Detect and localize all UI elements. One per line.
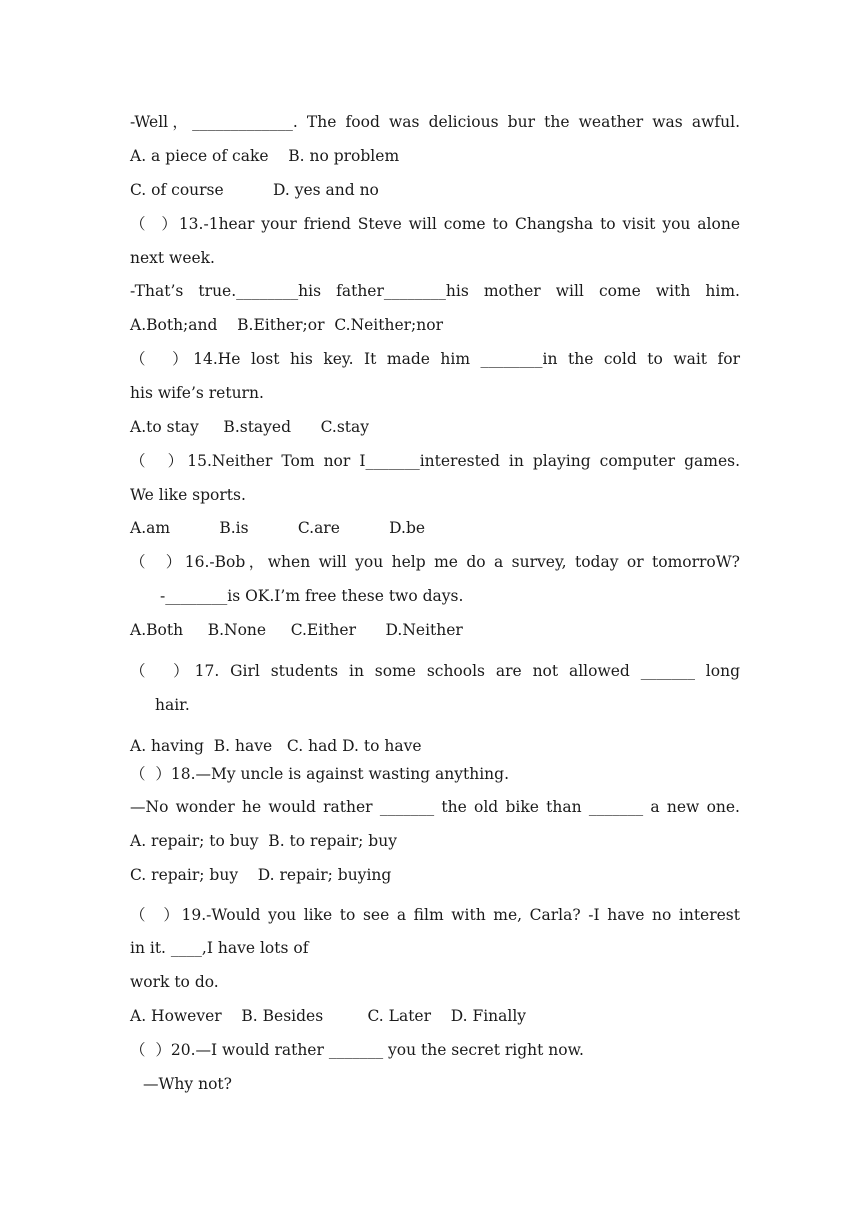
question-18: （ ）18.—My uncle is against wasting anything. — [130, 765, 510, 783]
text-line: -Well，_____________. The food was delicious bur the weather was awful. — [130, 113, 740, 131]
text-line: —No wonder he would rather _______ the old bike than _______ a new one. — [130, 798, 740, 816]
question-14: （ ）14.He lost his key. It made him ________in the cold to wait for — [130, 350, 740, 368]
option-line: A.Both;and B.Either;or C.Neither;nor — [130, 316, 443, 334]
question-15: （ ）15.Neither Tom nor I_______interested in playing computer games. — [130, 452, 740, 470]
question-20: （ ）20.—I would rather _______ you the secret right now. — [130, 1041, 584, 1059]
text-line: work to do. — [130, 973, 219, 991]
option-line: C. repair; buy D. repair; buying — [130, 866, 392, 884]
text-line: —Why not? — [143, 1075, 232, 1093]
option-line: A. having B. have C. had D. to have — [130, 737, 422, 755]
question-13: （ ）13.-1hear your friend Steve will come to Changsha to visit you alone — [130, 215, 740, 233]
option-line: A. a piece of cake B. no problem — [130, 147, 400, 165]
question-19: （ ）19.-Would you like to see a film with me, Carla? -I have no interest — [130, 906, 740, 924]
text-line: hair. — [155, 696, 190, 714]
text-line: -________is OK.I’m free these two days. — [160, 587, 464, 605]
option-line: A.am B.is C.are D.be — [130, 519, 426, 537]
question-17: （ ）17. Girl students in some schools are not allowed _______ long — [130, 662, 740, 680]
option-line: A. repair; to buy B. to repair; buy — [130, 832, 397, 850]
option-line: A.Both B.None C.Either D.Neither — [130, 621, 463, 639]
option-line: A. However B. Besides C. Later D. Finally — [130, 1007, 527, 1025]
question-16: （ ）16.-Bob，when will you help me do a survey, today or tomorroW? — [130, 553, 740, 571]
text-line: -That’s true.________his father________his mother will come with him. — [130, 282, 740, 300]
text-line: his wife’s return. — [130, 384, 264, 402]
text-line: We like sports. — [130, 486, 246, 504]
option-line: A.to stay B.stayed C.stay — [130, 418, 369, 436]
option-line: C. of course D. yes and no — [130, 181, 379, 199]
text-line: next week. — [130, 249, 215, 267]
text-line: in it. ____,I have lots of — [130, 939, 309, 957]
